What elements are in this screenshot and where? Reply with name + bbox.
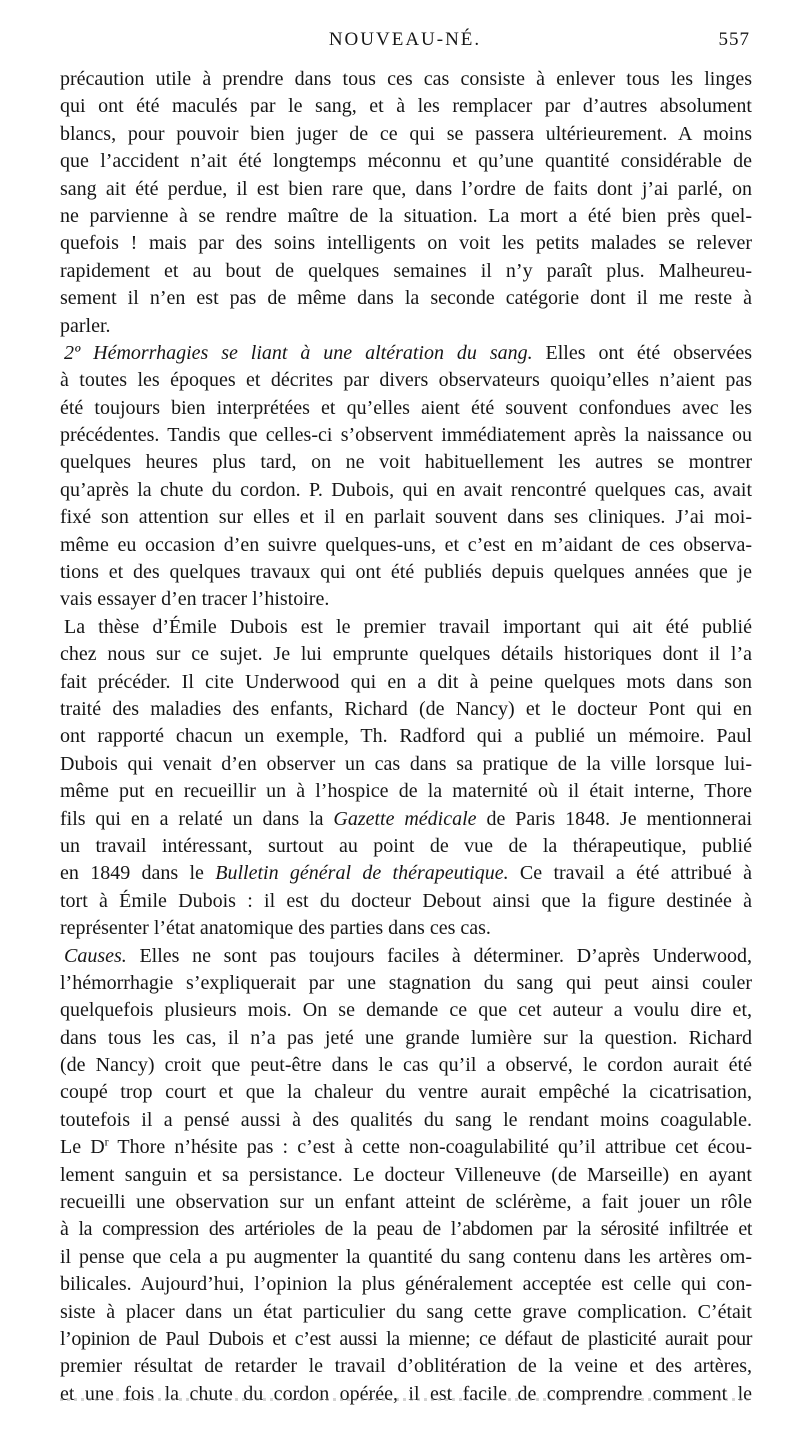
text-line: représenter l’état anatomique des parties dans ces cas. xyxy=(60,917,491,940)
text-line: fait précéder. Il cite Underwood qui en a dit à peine quelques mots dans son xyxy=(60,670,752,693)
journal-title: Bulletin général de thérapeutique. xyxy=(215,862,509,885)
text-line: l’hémorrhagie s’expliquerait par une stagnation du sang qui peut ainsi couler xyxy=(60,971,752,994)
text-line: et une fois la chute du cordon opérée, il est facile de comprendre comment le xyxy=(60,1382,752,1405)
text-line: qui ont été maculés par le sang, et à les remplacer par d’autres absolument xyxy=(60,95,752,118)
causes-first-line xyxy=(60,943,752,970)
text-line: même put en recueillir un à l’hospice de la maternité où il était interne, Thore xyxy=(60,780,752,803)
text-run: en 1849 dans le xyxy=(60,862,216,885)
text-line: l’opinion de Paul Dubois et c’est aussi la mienne; ce défaut de plasticité aurait pour xyxy=(60,1327,752,1350)
text-line: bilicales. Aujourd’hui, l’opinion la plus généralement acceptée est celle qui con- xyxy=(60,1273,752,1296)
text-line: tions et des quelques travaux qui ont été publiés depuis quelques années que je xyxy=(60,561,752,584)
text-line: siste à placer dans un état particulier du sang cette grave complication. C’était xyxy=(60,1300,752,1323)
text-line-with-abbrev xyxy=(60,1134,752,1161)
text-line: recueilli une observation sur un enfant atteint de sclérème, a fait jouer un rôle xyxy=(60,1191,752,1214)
text-line: sement il n’en est pas de même dans la seconde catégorie dont il me reste à xyxy=(60,287,752,310)
causes-heading: Causes. xyxy=(64,944,127,967)
text-line: dans tous les cas, il n’a pas jeté une grande lumière sur la question. Richard xyxy=(60,1026,752,1049)
text-line: traité des maladies des enfants, Richard (de Nancy) et le docteur Pont qui en xyxy=(60,697,752,720)
text-line-with-citation xyxy=(60,806,752,833)
text-line: La thèse d’Émile Dubois est le premier travail important qui ait été publié xyxy=(64,615,752,638)
running-title: NOUVEAU-NÉ. xyxy=(328,29,482,50)
text-line-with-citation xyxy=(60,860,752,887)
text-line: vais essayer d’en tracer l’histoire. xyxy=(60,588,330,611)
text-line: un travail intéressant, surtout au point de vue de la thérapeutique, publié xyxy=(60,834,752,857)
section-2-first-text: Elles ont été observées xyxy=(545,341,752,364)
text-run: Le D xyxy=(60,1136,105,1159)
page-number: 557 xyxy=(718,29,750,50)
text-line: à la compression des artérioles de la peau de l’abdomen par la sérosité infiltrée et xyxy=(60,1218,752,1241)
text-line: quelques heures plus tard, on ne voit habituellement les autres se montrer xyxy=(60,451,752,474)
text-line: été toujours bien interprétées et qu’elles aient été souvent confondues avec les xyxy=(60,396,752,419)
text-line: à toutes les époques et décrites par divers observateurs quoiqu’elles n’aient pas xyxy=(60,369,752,392)
text-line: précaution utile à prendre dans tous ces cas consiste à enlever tous les linges xyxy=(60,68,752,90)
section-2-heading: 2º Hémorrhagies se liant à une altération du sang. xyxy=(64,341,533,364)
text-line: premier résultat de retarder le travail d’oblitération de la veine et des artères, xyxy=(60,1355,752,1378)
scan-artifact xyxy=(60,1398,752,1401)
text-line: ne parvienne à se rendre maître de la situation. La mort a été bien près quel- xyxy=(60,204,752,227)
text-line: fixé son attention sur elles et il en parlait souvent dans ses cliniques. J’ai moi- xyxy=(60,506,752,529)
text-line: lement sanguin et sa persistance. Le docteur Villeneuve (de Marseille) en ayant xyxy=(60,1163,752,1186)
text-line: qu’après la chute du cordon. P. Dubois, qui en avait rencontré quelques cas, avait xyxy=(60,478,752,501)
text-line: toutefois il a pensé aussi à des qualités du sang le rendant moins coagulable. xyxy=(60,1108,752,1131)
text-line: ont rapporté chacun un exemple, Th. Radford qui a publié un mémoire. Paul xyxy=(60,725,752,748)
text-run: Ce travail a été attribué à xyxy=(508,862,752,885)
journal-title: Gazette médicale xyxy=(333,807,477,830)
text-line: même eu occasion d’en suivre quelques-uns, et c’est en m’aidant de ces observa- xyxy=(60,533,752,556)
text-line: Dubois qui venait d’en observer un cas dans sa pratique de la ville lorsque lui- xyxy=(60,752,752,775)
text-line: coupé trop court et que la chaleur du ventre aurait empêché la cicatrisation, xyxy=(60,1081,752,1104)
text-line: rapidement et au bout de quelques semaines il n’y paraît plus. Malheureu- xyxy=(60,259,752,282)
text-line: précédentes. Tandis que celles-ci s’observent immédiatement après la naissance ou xyxy=(60,424,752,447)
text-line: (de Nancy) croit que peut-être dans le cas qu’il a observé, le cordon aurait été xyxy=(60,1054,752,1077)
text-line: il pense que cela a pu augmenter la quantité du sang contenu dans les artères om- xyxy=(60,1245,752,1268)
running-head xyxy=(60,29,750,57)
text-line: que l’accident n’ait été longtemps méconnu et qu’une quantité considérable de xyxy=(60,150,752,173)
text-run: Elles ne sont pas toujours faciles à déterminer. D’après Underwood, xyxy=(126,944,752,967)
superscript: r xyxy=(104,1134,109,1149)
text-line: tort à Émile Dubois : il est du docteur Debout ainsi que la figure destinée à xyxy=(60,889,752,912)
text-line: blancs, pour pouvoir bien juger de ce qui se passera ultérieurement. A moins xyxy=(60,122,752,145)
text-line: quefois ! mais par des soins intelligents on voit les petits malades se relever xyxy=(60,232,752,255)
text-line: sang ait été perdue, il est bien rare que, dans l’ordre de faits dont j’ai parlé, on xyxy=(60,177,752,200)
text-line: chez nous sur ce sujet. Je lui emprunte quelques détails historiques dont il l’a xyxy=(60,643,752,666)
text-line: parler. xyxy=(60,314,111,337)
text-run: fils qui en a relaté un dans la xyxy=(60,807,334,830)
text-line: quelquefois plusieurs mois. On se demande ce que cet auteur a voulu dire et, xyxy=(60,999,752,1022)
text-run: de Paris 1848. Je mentionnerai xyxy=(476,807,753,830)
section-2-first-line xyxy=(60,340,752,367)
text-body xyxy=(60,66,752,1408)
text-run: Thore n’hésite pas : c’est à cette non-coagulabilité qu’il attribue cet écou- xyxy=(108,1136,752,1159)
